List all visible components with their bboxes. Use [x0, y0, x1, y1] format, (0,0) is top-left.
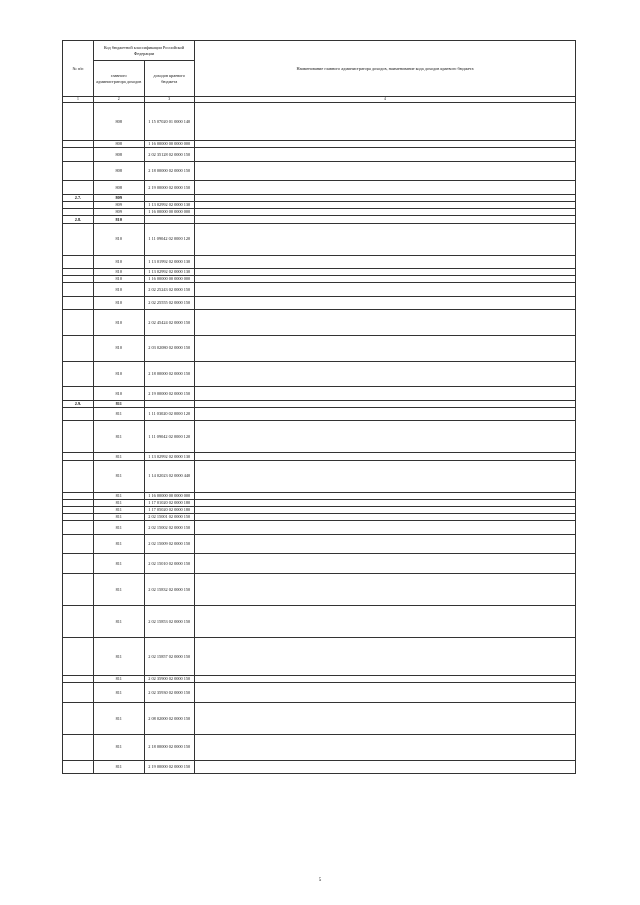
- revenue-code-cell: 2 02 45424 02 0000 150: [144, 310, 195, 336]
- name-cell: [195, 534, 576, 554]
- administrator-cell: 811: [94, 605, 145, 637]
- row-number-cell: [63, 335, 94, 361]
- revenue-code-cell: 2 02 35900 02 0000 150: [144, 676, 195, 683]
- row-number-cell: 2.9.: [63, 400, 94, 407]
- section-row: [63, 216, 576, 223]
- revenue-code-cell: 2 02 35930 02 0000 150: [144, 683, 195, 703]
- revenue-code-cell: 1 13 02992 02 0000 130: [144, 268, 195, 275]
- name-cell: [195, 453, 576, 460]
- revenue-code-cell: 1 13 01992 02 0000 130: [144, 255, 195, 268]
- name-cell: [195, 223, 576, 255]
- table-row: [63, 408, 576, 421]
- row-number-cell: [63, 141, 94, 148]
- column-number: 3: [144, 97, 195, 103]
- revenue-code-cell: 2 18 00000 02 0000 150: [144, 361, 195, 387]
- name-cell: [195, 637, 576, 675]
- revenue-code-cell: [144, 194, 195, 201]
- name-cell: [195, 408, 576, 421]
- name-cell: [195, 335, 576, 361]
- revenue-code-cell: 1 11 03020 02 0000 120: [144, 408, 195, 421]
- row-number-cell: [63, 514, 94, 521]
- administrator-cell: 810: [94, 276, 145, 283]
- administrator-cell: 808: [94, 161, 145, 181]
- section-row: [63, 400, 576, 407]
- administrator-cell: 809: [94, 201, 145, 208]
- administrator-cell: 811: [94, 521, 145, 534]
- table-row: [63, 201, 576, 208]
- row-number-cell: [63, 760, 94, 773]
- name-cell: [195, 255, 576, 268]
- table-row: [63, 506, 576, 513]
- row-number-cell: [63, 387, 94, 400]
- table-row: [63, 209, 576, 216]
- row-number-cell: [63, 408, 94, 421]
- name-cell: [195, 361, 576, 387]
- row-number-cell: [63, 361, 94, 387]
- name-cell: [195, 421, 576, 453]
- row-number-cell: [63, 421, 94, 453]
- row-number-cell: [63, 637, 94, 675]
- name-cell: [195, 387, 576, 400]
- document-page: [62, 40, 576, 774]
- table-row: [63, 223, 576, 255]
- table-row: [63, 181, 576, 194]
- administrator-cell: 811: [94, 637, 145, 675]
- row-number-cell: [63, 276, 94, 283]
- table-row: [63, 255, 576, 268]
- administrator-cell: 810: [94, 296, 145, 309]
- name-cell: [195, 194, 576, 201]
- administrator-cell: 810: [94, 310, 145, 336]
- table-body: [63, 103, 576, 774]
- table-row: [63, 573, 576, 605]
- administrator-cell: 811: [94, 676, 145, 683]
- name-cell: [195, 103, 576, 141]
- revenue-code-cell: 1 13 02992 02 0000 130: [144, 453, 195, 460]
- revenue-code-cell: 2 02 35128 02 0000 150: [144, 148, 195, 161]
- administrator-cell: 810: [94, 268, 145, 275]
- table-row: [63, 276, 576, 283]
- revenue-code-cell: 2 18 00000 02 0000 150: [144, 161, 195, 181]
- name-cell: [195, 683, 576, 703]
- administrator-cell: 811: [94, 492, 145, 499]
- row-number-cell: [63, 734, 94, 760]
- table-row: [63, 283, 576, 296]
- table-row: [63, 453, 576, 460]
- administrator-cell: 809: [94, 209, 145, 216]
- row-number-cell: [63, 573, 94, 605]
- row-number-cell: [63, 554, 94, 574]
- row-number-cell: [63, 201, 94, 208]
- row-number-cell: [63, 492, 94, 499]
- table-row: [63, 521, 576, 534]
- revenue-code-cell: 1 17 01020 02 0000 180: [144, 499, 195, 506]
- name-cell: [195, 460, 576, 492]
- table-row: [63, 161, 576, 181]
- revenue-code-cell: 2 02 15853 02 0000 150: [144, 605, 195, 637]
- revenue-code-cell: 1 16 00000 00 0000 000: [144, 141, 195, 148]
- header-code-group: Код бюджетной классификации Российской Федерации: [94, 41, 195, 61]
- administrator-cell: 811: [94, 506, 145, 513]
- table-header-row: [63, 41, 576, 61]
- name-cell: [195, 181, 576, 194]
- name-cell: [195, 161, 576, 181]
- table-row: [63, 605, 576, 637]
- administrator-cell: 810: [94, 283, 145, 296]
- name-cell: [195, 141, 576, 148]
- header-revenue-code: доходов краевого бюджета: [144, 61, 195, 97]
- name-cell: [195, 734, 576, 760]
- administrator-cell: 810: [94, 335, 145, 361]
- name-cell: [195, 521, 576, 534]
- revenue-code-cell: 2 02 15009 02 0000 150: [144, 534, 195, 554]
- row-number-cell: 2.8.: [63, 216, 94, 223]
- row-number-cell: [63, 255, 94, 268]
- header-administrator: главного администратора доходов: [94, 61, 145, 97]
- revenue-codes-table: [62, 40, 576, 774]
- revenue-code-cell: 1 11 09042 02 0000 120: [144, 223, 195, 255]
- revenue-code-cell: 2 03 02080 02 0000 150: [144, 335, 195, 361]
- revenue-code-cell: 1 14 02023 02 0000 440: [144, 460, 195, 492]
- revenue-code-cell: 2 18 00000 02 0000 150: [144, 734, 195, 760]
- row-number-cell: [63, 676, 94, 683]
- revenue-code-cell: 2 02 15010 02 0000 150: [144, 554, 195, 574]
- administrator-cell: 811: [94, 734, 145, 760]
- row-number-cell: [63, 534, 94, 554]
- name-cell: [195, 296, 576, 309]
- table-row: [63, 141, 576, 148]
- table-row: [63, 637, 576, 675]
- revenue-code-cell: 1 11 09042 02 0000 120: [144, 421, 195, 453]
- name-cell: [195, 283, 576, 296]
- revenue-code-cell: 2 19 00000 02 0000 150: [144, 760, 195, 773]
- column-number: 2: [94, 97, 145, 103]
- table-row: [63, 760, 576, 773]
- row-number-cell: [63, 683, 94, 703]
- administrator-cell: 808: [94, 148, 145, 161]
- column-number: 4: [195, 97, 576, 103]
- administrator-cell: 811: [94, 408, 145, 421]
- revenue-code-cell: 2 02 25243 02 0000 150: [144, 283, 195, 296]
- page-number: 5: [318, 878, 322, 883]
- table-row: [63, 296, 576, 309]
- name-cell: [195, 506, 576, 513]
- revenue-code-cell: 2 19 00000 02 0000 150: [144, 387, 195, 400]
- administrator-cell: 811: [94, 760, 145, 773]
- revenue-code-cell: 1 16 00000 00 0000 000: [144, 276, 195, 283]
- administrator-cell: 811: [94, 460, 145, 492]
- row-number-cell: [63, 702, 94, 734]
- table-row: [63, 361, 576, 387]
- column-number: 1: [63, 97, 94, 103]
- administrator-cell: 811: [94, 573, 145, 605]
- administrator-cell: 808: [94, 181, 145, 194]
- revenue-code-cell: [144, 216, 195, 223]
- table-row: [63, 683, 576, 703]
- name-cell: [195, 216, 576, 223]
- row-number-cell: [63, 521, 94, 534]
- table-row: [63, 734, 576, 760]
- administrator-cell: 811: [94, 453, 145, 460]
- name-cell: [195, 400, 576, 407]
- table-row: [63, 335, 576, 361]
- revenue-code-cell: 1 15 07020 01 0000 140: [144, 103, 195, 141]
- table-row: [63, 268, 576, 275]
- administrator-cell: 811: [94, 499, 145, 506]
- table-row: [63, 103, 576, 141]
- revenue-code-cell: 2 19 00000 02 0000 150: [144, 181, 195, 194]
- table-row: [63, 702, 576, 734]
- revenue-code-cell: 2 02 15857 02 0000 150: [144, 637, 195, 675]
- name-cell: [195, 201, 576, 208]
- name-cell: [195, 499, 576, 506]
- header-row-number: № п/п: [63, 41, 94, 97]
- revenue-code-cell: 2 02 15002 02 0000 150: [144, 521, 195, 534]
- table-row: [63, 676, 576, 683]
- row-number-cell: [63, 181, 94, 194]
- administrator-cell: 811: [94, 554, 145, 574]
- revenue-code-cell: 2 02 15001 02 0000 150: [144, 514, 195, 521]
- row-number-cell: [63, 223, 94, 255]
- administrator-cell: 811: [94, 702, 145, 734]
- name-cell: [195, 605, 576, 637]
- name-cell: [195, 268, 576, 275]
- administrator-cell: 809: [94, 194, 145, 201]
- row-number-cell: [63, 283, 94, 296]
- name-cell: [195, 310, 576, 336]
- revenue-code-cell: [144, 400, 195, 407]
- name-cell: [195, 514, 576, 521]
- name-cell: [195, 573, 576, 605]
- administrator-cell: 810: [94, 216, 145, 223]
- table-row: [63, 534, 576, 554]
- table-row: [63, 514, 576, 521]
- row-number-cell: [63, 453, 94, 460]
- name-cell: [195, 760, 576, 773]
- row-number-cell: [63, 499, 94, 506]
- administrator-cell: 811: [94, 400, 145, 407]
- revenue-code-cell: 2 02 15832 02 0000 150: [144, 573, 195, 605]
- row-number-cell: [63, 605, 94, 637]
- table-row: [63, 148, 576, 161]
- administrator-cell: 811: [94, 514, 145, 521]
- row-number-cell: [63, 161, 94, 181]
- table-row: [63, 492, 576, 499]
- table-row: [63, 387, 576, 400]
- name-cell: [195, 676, 576, 683]
- name-cell: [195, 554, 576, 574]
- header-name: Наименование главного администратора доходов, наименование кода доходов краевого бюджета: [195, 41, 576, 97]
- revenue-code-cell: 1 17 05020 02 0000 180: [144, 506, 195, 513]
- revenue-code-cell: 1 16 00000 00 0000 000: [144, 209, 195, 216]
- administrator-cell: 810: [94, 223, 145, 255]
- administrator-cell: 811: [94, 683, 145, 703]
- name-cell: [195, 148, 576, 161]
- name-cell: [195, 492, 576, 499]
- name-cell: [195, 276, 576, 283]
- administrator-cell: 811: [94, 534, 145, 554]
- table-row: [63, 310, 576, 336]
- administrator-cell: 808: [94, 141, 145, 148]
- administrator-cell: 810: [94, 387, 145, 400]
- table-row: [63, 554, 576, 574]
- row-number-cell: [63, 148, 94, 161]
- revenue-code-cell: 1 13 02992 02 0000 130: [144, 201, 195, 208]
- name-cell: [195, 702, 576, 734]
- administrator-cell: 808: [94, 103, 145, 141]
- revenue-code-cell: 1 16 00000 00 0000 000: [144, 492, 195, 499]
- row-number-cell: [63, 296, 94, 309]
- table-row: [63, 460, 576, 492]
- row-number-cell: [63, 460, 94, 492]
- row-number-cell: [63, 310, 94, 336]
- revenue-code-cell: 2 02 25555 02 0000 150: [144, 296, 195, 309]
- revenue-code-cell: 2 08 02000 02 0000 150: [144, 702, 195, 734]
- row-number-cell: [63, 506, 94, 513]
- name-cell: [195, 209, 576, 216]
- administrator-cell: 811: [94, 421, 145, 453]
- row-number-cell: [63, 209, 94, 216]
- table-row: [63, 499, 576, 506]
- row-number-cell: 2.7.: [63, 194, 94, 201]
- table-row: [63, 421, 576, 453]
- administrator-cell: 810: [94, 255, 145, 268]
- section-row: [63, 194, 576, 201]
- row-number-cell: [63, 268, 94, 275]
- administrator-cell: 810: [94, 361, 145, 387]
- row-number-cell: [63, 103, 94, 141]
